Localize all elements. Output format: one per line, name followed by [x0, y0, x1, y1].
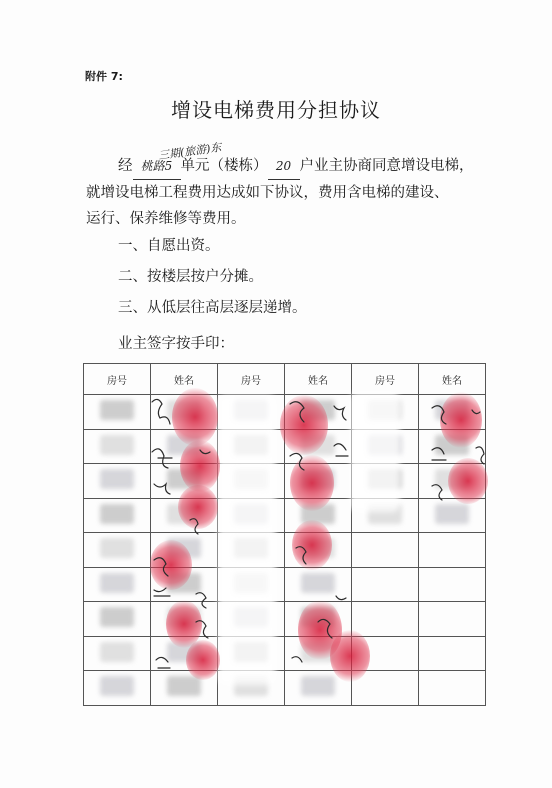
signature-stroke — [318, 619, 332, 638]
header-room-1: 房号 — [84, 364, 151, 395]
signature-stroke — [432, 448, 446, 460]
signature-stroke — [472, 410, 480, 414]
signature-stroke — [334, 406, 346, 420]
agreement-item-1: 一、自愿出资。 — [118, 238, 220, 254]
signature-stroke — [290, 453, 304, 470]
signature-stroke — [154, 558, 168, 576]
signature-stroke — [476, 447, 484, 464]
header-name-2: 姓名 — [285, 364, 352, 395]
intro-line1-rest: 户业主协商同意增设电梯， — [299, 158, 474, 174]
agreement-item-2: 二、按楼层按户分摊。 — [118, 269, 263, 285]
agreement-title: 增设电梯费用分担协议 — [171, 98, 381, 122]
signature-stroke — [290, 402, 304, 422]
header-name-1: 姓名 — [151, 364, 218, 395]
signature-stroke — [336, 596, 346, 600]
header-name-3: 姓名 — [419, 364, 486, 395]
signature-label: 业主签字按手印： — [118, 336, 234, 352]
signature-stroke — [154, 484, 170, 494]
signature-stroke — [154, 588, 170, 596]
signature-stroke — [190, 519, 198, 534]
signature-stroke — [334, 444, 348, 456]
unit-word: 单元（楼栋） — [180, 158, 268, 174]
signature-stroke — [196, 621, 208, 638]
signature-stroke — [200, 450, 210, 454]
signature-stroke — [152, 449, 172, 468]
household-count-fill-in: 20 — [268, 153, 300, 180]
signature-stroke — [432, 406, 446, 424]
header-room-2: 房号 — [218, 364, 285, 395]
header-room-3: 房号 — [352, 364, 419, 395]
signature-stroke — [196, 593, 206, 608]
intro-line3: 运行、保养维修等费用。 — [86, 211, 246, 227]
attachment-label: 附件 7: — [85, 70, 123, 83]
signature-stroke — [156, 657, 170, 668]
building-fill-in: 桃路5 — [133, 153, 181, 180]
intro-prefix: 经 — [118, 158, 133, 174]
signature-stroke — [152, 399, 170, 424]
intro-line2: 就增设电梯工程费用达成如下协议，费用含电梯的建设、 — [86, 185, 449, 201]
signature-stroke — [296, 547, 306, 564]
agreement-item-3: 三、从低层往高层逐层递增。 — [118, 300, 307, 316]
signature-stroke — [292, 657, 302, 662]
signature-stroke — [432, 485, 442, 500]
handwritten-annotation: 三期(旅游)东 — [157, 140, 223, 163]
